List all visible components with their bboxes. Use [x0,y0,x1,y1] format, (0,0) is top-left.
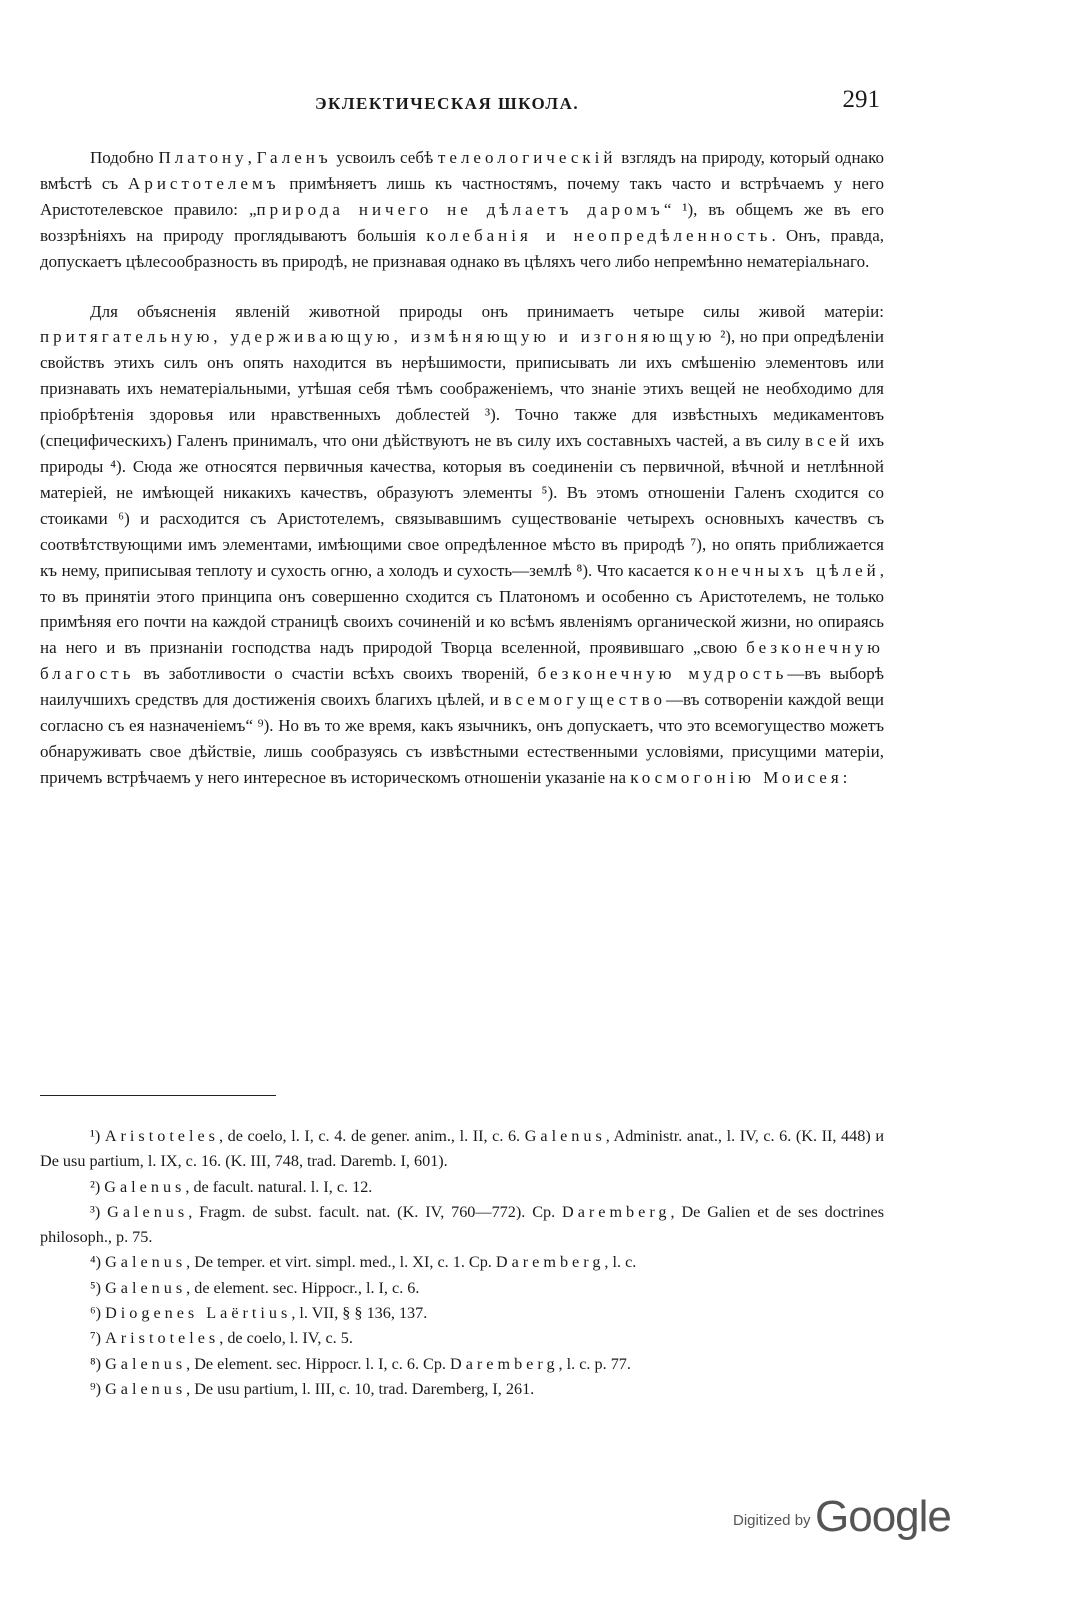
spaced-emphasis: безконечную мудрость [537,664,788,684]
google-logo: Google [815,1492,951,1541]
digitized-by-label: Digitized by [733,1512,811,1529]
text-run: ⁶) [90,1304,106,1323]
footnote-divider [40,1095,276,1096]
text-run: , l. VII, § § 136, 137. [291,1304,428,1323]
text-run: ⁹) [90,1379,106,1398]
text-run: , [247,148,257,167]
footnote [40,1200,884,1251]
spaced-emphasis: Аристотелемъ [128,173,280,193]
text-run: , de facult. natural. l. I, c. 12. [185,1177,373,1196]
spaced-emphasis: Galenus [104,1177,186,1196]
text-run: ⁵) [90,1278,106,1297]
text-run: ²) [90,1177,105,1196]
text-run: . Онъ, правда, допускаетъ цѣлесообразность въ природѣ, не признавая однако въ цѣляхъ чего либо непремѣнно нематеріальнаго. [40,225,885,271]
text-run: въ заботливости о счастіи всѣхъ своихъ твореній, [134,664,538,684]
spaced-emphasis: колебанія и неопредѣленность [426,225,772,245]
text-run: , De temper. et virt. simpl. med., l. XI, c. 1. Ср. [186,1253,496,1272]
spaced-emphasis: Galenus [524,1127,606,1145]
text-run: , то въ принятіи этого принципа онъ совершенно сходится съ Платономъ и особенно съ Аристотелемъ, не только примѣняя его почти на каждой страницѣ своихъ сочиненій и ко всѣмъ явленіямъ органической жизни, но опираясь на него и въ признаніи господства надъ природой Творца вселенной, проявившаго „свою [40,560,884,658]
spaced-emphasis: безконечную благость [40,638,884,684]
spaced-emphasis: Galenus [107,1202,189,1221]
spaced-emphasis: конечныхъ цѣлей [693,560,880,580]
text-run: , de coelo, l. IV, c. 5. [219,1329,353,1348]
footnote [40,1326,884,1351]
text-run: —въ выборѣ наилучшихъ средствъ для достиженія своихъ благихъ цѣлей, и [40,664,884,710]
text-run: ихъ природы ⁴). Сюда же относятся первичныя качества, которыя въ соединеніи съ первичной, вѣчной и нетлѣнной матеріей, не имѣющей никакихъ качествъ, образуютъ элементы ⁵). Въ этомъ отношеніи Галенъ сходится со стоиками ⁶) и расходится съ Аристотелемъ, связывавшимъ существованіе четырехъ основныхъ качествъ съ соотвѣтствующими имъ элементами, имѣющими свое опредѣленное мѣсто въ природѣ ⁷), но опять приближается къ нему, приписывая теплоту и сухость огню, а холодъ и сухость—землѣ ⁸). Что касается [40,431,885,580]
text-run: , De usu partium, l. III, c. 10, trad. Daremberg, I, 261. [186,1379,535,1398]
text-run: взглядъ на природу, который однако вмѣстѣ съ [40,148,884,193]
main-text [40,145,884,791]
text-run: , Administr. anat., l. IV, c. 6. (K. II, 448) и De usu partium, l. IX, c. 16. (K. III, 748, trad. Daremb. I, 601). [40,1127,884,1171]
page-number: 291 [842,86,880,113]
text-run: Для объясненія явленій животной природы онъ принимаетъ четыре силы живой матеріи: [90,301,884,321]
spaced-emphasis: Aristoteles [104,1127,219,1145]
footnote [40,1301,884,1326]
spaced-emphasis: Galenus [105,1379,187,1398]
footnote [40,1175,884,1200]
spaced-emphasis: Платону [158,148,248,167]
text-run: ⁸) [90,1354,106,1373]
spaced-emphasis: притягательную, удерживающую, измѣняющую и изгоняющую [40,327,716,347]
text-run: Подобно [90,148,159,167]
text-run: , Fragm. de subst. facult. nat. (K. IV, 760—772). Ср. [188,1202,563,1221]
footnotes [40,1124,884,1402]
footnote [40,1250,884,1275]
spaced-emphasis: Галенъ [256,148,332,167]
text-run: ⁴) [90,1253,106,1272]
text-run: ⁷) [90,1329,106,1348]
text-run: : [842,767,848,787]
text-run: “ ¹), въ общемъ же въ его воззрѣніяхъ на природу проглядываютъ большія [40,199,884,245]
paragraph [40,145,884,275]
spaced-emphasis: Galenus [105,1354,187,1373]
running-head [40,86,880,126]
footnote [40,1352,884,1377]
footnote [40,1276,884,1301]
spaced-emphasis: всемогущество [503,690,667,710]
footnote [40,1124,884,1175]
spaced-emphasis: телеологическій [437,148,617,167]
running-title: ЭКЛЕКТИЧЕСКАЯ ШКОЛА. [315,94,580,113]
spaced-emphasis: всей [805,431,854,451]
spaced-emphasis: Daremberg [495,1253,605,1272]
text-run: , l. c. p. 77. [558,1354,631,1373]
text-run: , de element. sec. Hippocr., l. I, c. 6. [186,1278,420,1297]
text-run: ²), но при опредѣленіи свойствъ этихъ силъ онъ опять находится въ нерѣшимости, приписывать ли ихъ смѣшенію элементовъ или признавать ихъ нематеріальными, утѣшая себя тѣмъ соображеніемъ, что знаніе этихъ вещей не необходимо для пріобрѣтенія здоровья или нравственныхъ доблестей ³). Точно также для извѣстныхъ медикаментовъ (специфическихъ) Галенъ принималъ, что они дѣйствуютъ не въ силу ихъ составныхъ частей, а въ силу [40,327,884,451]
text-run: , De element. sec. Hippocr. l. I, c. 6. Ср. [186,1354,451,1373]
text-run: ³) [90,1202,108,1221]
spaced-emphasis: Aristoteles [105,1329,220,1348]
spaced-emphasis: Galenus [105,1253,187,1272]
spaced-emphasis: Diogenes Laërtius [105,1304,292,1323]
text-run: примѣняетъ лишь къ частностямъ, почему такъ часто и встрѣчаемъ у него Аристотелевское правило: „ [40,173,884,219]
text-run: , De Galien et de ses doctrines philosoph., p. 75. [40,1202,884,1247]
text-run: ¹) [90,1127,105,1145]
text-run: усвоилъ себѣ [331,148,438,167]
spaced-emphasis: природа ничего не дѣлаетъ даромъ [256,199,664,219]
digitized-by-watermark [733,1492,951,1542]
spaced-emphasis: Daremberg [450,1354,559,1373]
spaced-emphasis: Galenus [105,1278,187,1297]
text-run: , l. c. [604,1253,637,1272]
spaced-emphasis: Daremberg [562,1202,671,1221]
text-run: , de coelo, l. I, c. 4. de gener. anim., l. II, c. 6. [218,1127,525,1145]
paragraph [40,299,884,791]
footnote [40,1377,884,1402]
spaced-emphasis: космогонію Моисея [630,767,843,787]
text-run: —въ сотвореніи каждой вещи согласно съ ея назначеніемъ“ ⁹). Но въ то же время, какъ язычникъ, онъ допускаетъ, что это всемогущество можетъ обнаруживать свое дѣйствіе, лишь сообразуясь съ извѣстными естественными условіями, присущими матеріи, причемъ встрѣчаемъ у него интересное въ историческомъ отношеніи указаніе на [40,690,884,787]
